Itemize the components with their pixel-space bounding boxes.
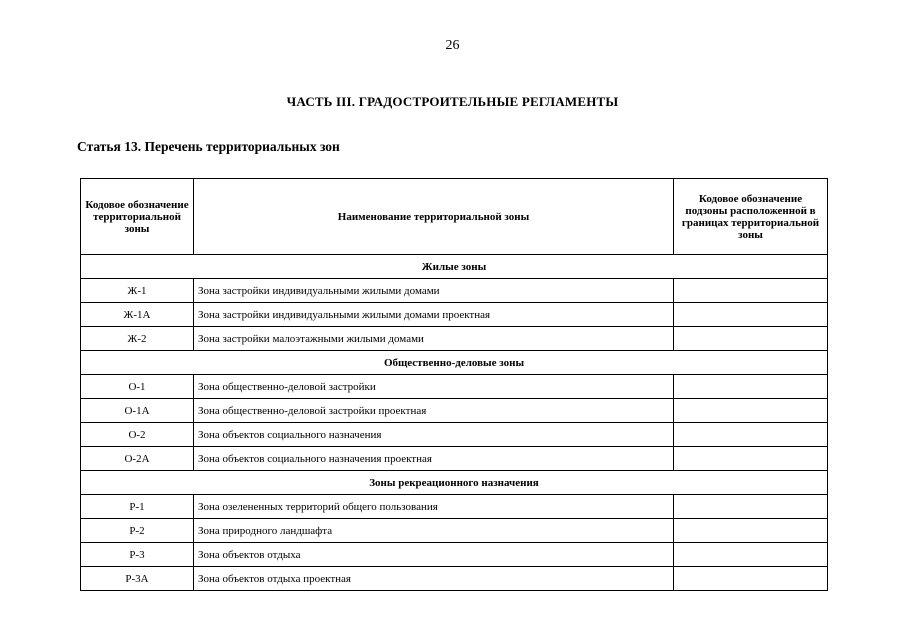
table-row [81, 495, 828, 519]
zone-name-cell: Зона объектов социального назначения проектная [194, 447, 674, 471]
subzone-code-cell [674, 375, 828, 399]
subzone-code-cell [674, 423, 828, 447]
table-row [81, 375, 828, 399]
section-title: Зоны рекреационного назначения [81, 471, 828, 495]
zone-name-cell: Зона застройки индивидуальными жилыми домами проектная [194, 303, 674, 327]
zone-code-cell: Р-2 [81, 519, 194, 543]
zone-code-cell: Р-1 [81, 495, 194, 519]
table-row [81, 567, 828, 591]
table-row [81, 519, 828, 543]
subzone-code-cell [674, 495, 828, 519]
page-number: 26 [445, 38, 460, 53]
subzone-code-cell [674, 519, 828, 543]
zone-code-cell: О-2 [81, 423, 194, 447]
zone-code-cell: Ж-1 [81, 279, 194, 303]
article-title: Статья 13. Перечень территориальных зон [77, 139, 340, 154]
table-body [81, 255, 828, 591]
header-name: Наименование территориальной зоны [194, 179, 674, 255]
zone-name-cell: Зона общественно-деловой застройки [194, 375, 674, 399]
subzone-code-cell [674, 399, 828, 423]
zone-code-cell: О-2А [81, 447, 194, 471]
section-row [81, 255, 828, 279]
section-title: Жилые зоны [81, 255, 828, 279]
section-title: Общественно-деловые зоны [81, 351, 828, 375]
zone-code-cell: Ж-1А [81, 303, 194, 327]
zone-code-cell: Ж-2 [81, 327, 194, 351]
zone-name-cell: Зона застройки индивидуальными жилыми домами [194, 279, 674, 303]
zone-name-cell: Зона общественно-деловой застройки проектная [194, 399, 674, 423]
table-row [81, 423, 828, 447]
header-code: Кодовое обозначение территориальной зоны [81, 179, 194, 255]
table-row [81, 279, 828, 303]
zone-code-cell: О-1А [81, 399, 194, 423]
subzone-code-cell [674, 327, 828, 351]
territorial-zones-table [80, 178, 828, 591]
zone-code-cell: Р-3 [81, 543, 194, 567]
section-row [81, 471, 828, 495]
table-header-row [81, 179, 828, 255]
table-row [81, 543, 828, 567]
zone-name-cell: Зона природного ландшафта [194, 519, 674, 543]
subzone-code-cell [674, 543, 828, 567]
zone-name-cell: Зона озелененных территорий общего пользования [194, 495, 674, 519]
section-row [81, 351, 828, 375]
zone-code-cell: О-1 [81, 375, 194, 399]
subzone-code-cell [674, 567, 828, 591]
table-row [81, 327, 828, 351]
subzone-code-cell [674, 447, 828, 471]
zone-name-cell: Зона объектов социального назначения [194, 423, 674, 447]
zone-name-cell: Зона объектов отдыха проектная [194, 567, 674, 591]
table-row [81, 303, 828, 327]
zone-name-cell: Зона застройки малоэтажными жилыми домами [194, 327, 674, 351]
subzone-code-cell [674, 279, 828, 303]
zone-code-cell: Р-3А [81, 567, 194, 591]
zone-name-cell: Зона объектов отдыха [194, 543, 674, 567]
table-row [81, 399, 828, 423]
subzone-code-cell [674, 303, 828, 327]
table-row [81, 447, 828, 471]
part-title: ЧАСТЬ III. ГРАДОСТРОИТЕЛЬНЫЕ РЕГЛАМЕНТЫ [286, 94, 619, 109]
header-subzone: Кодовое обозначение подзоны расположенной в границах территориальной зоны [674, 179, 828, 255]
